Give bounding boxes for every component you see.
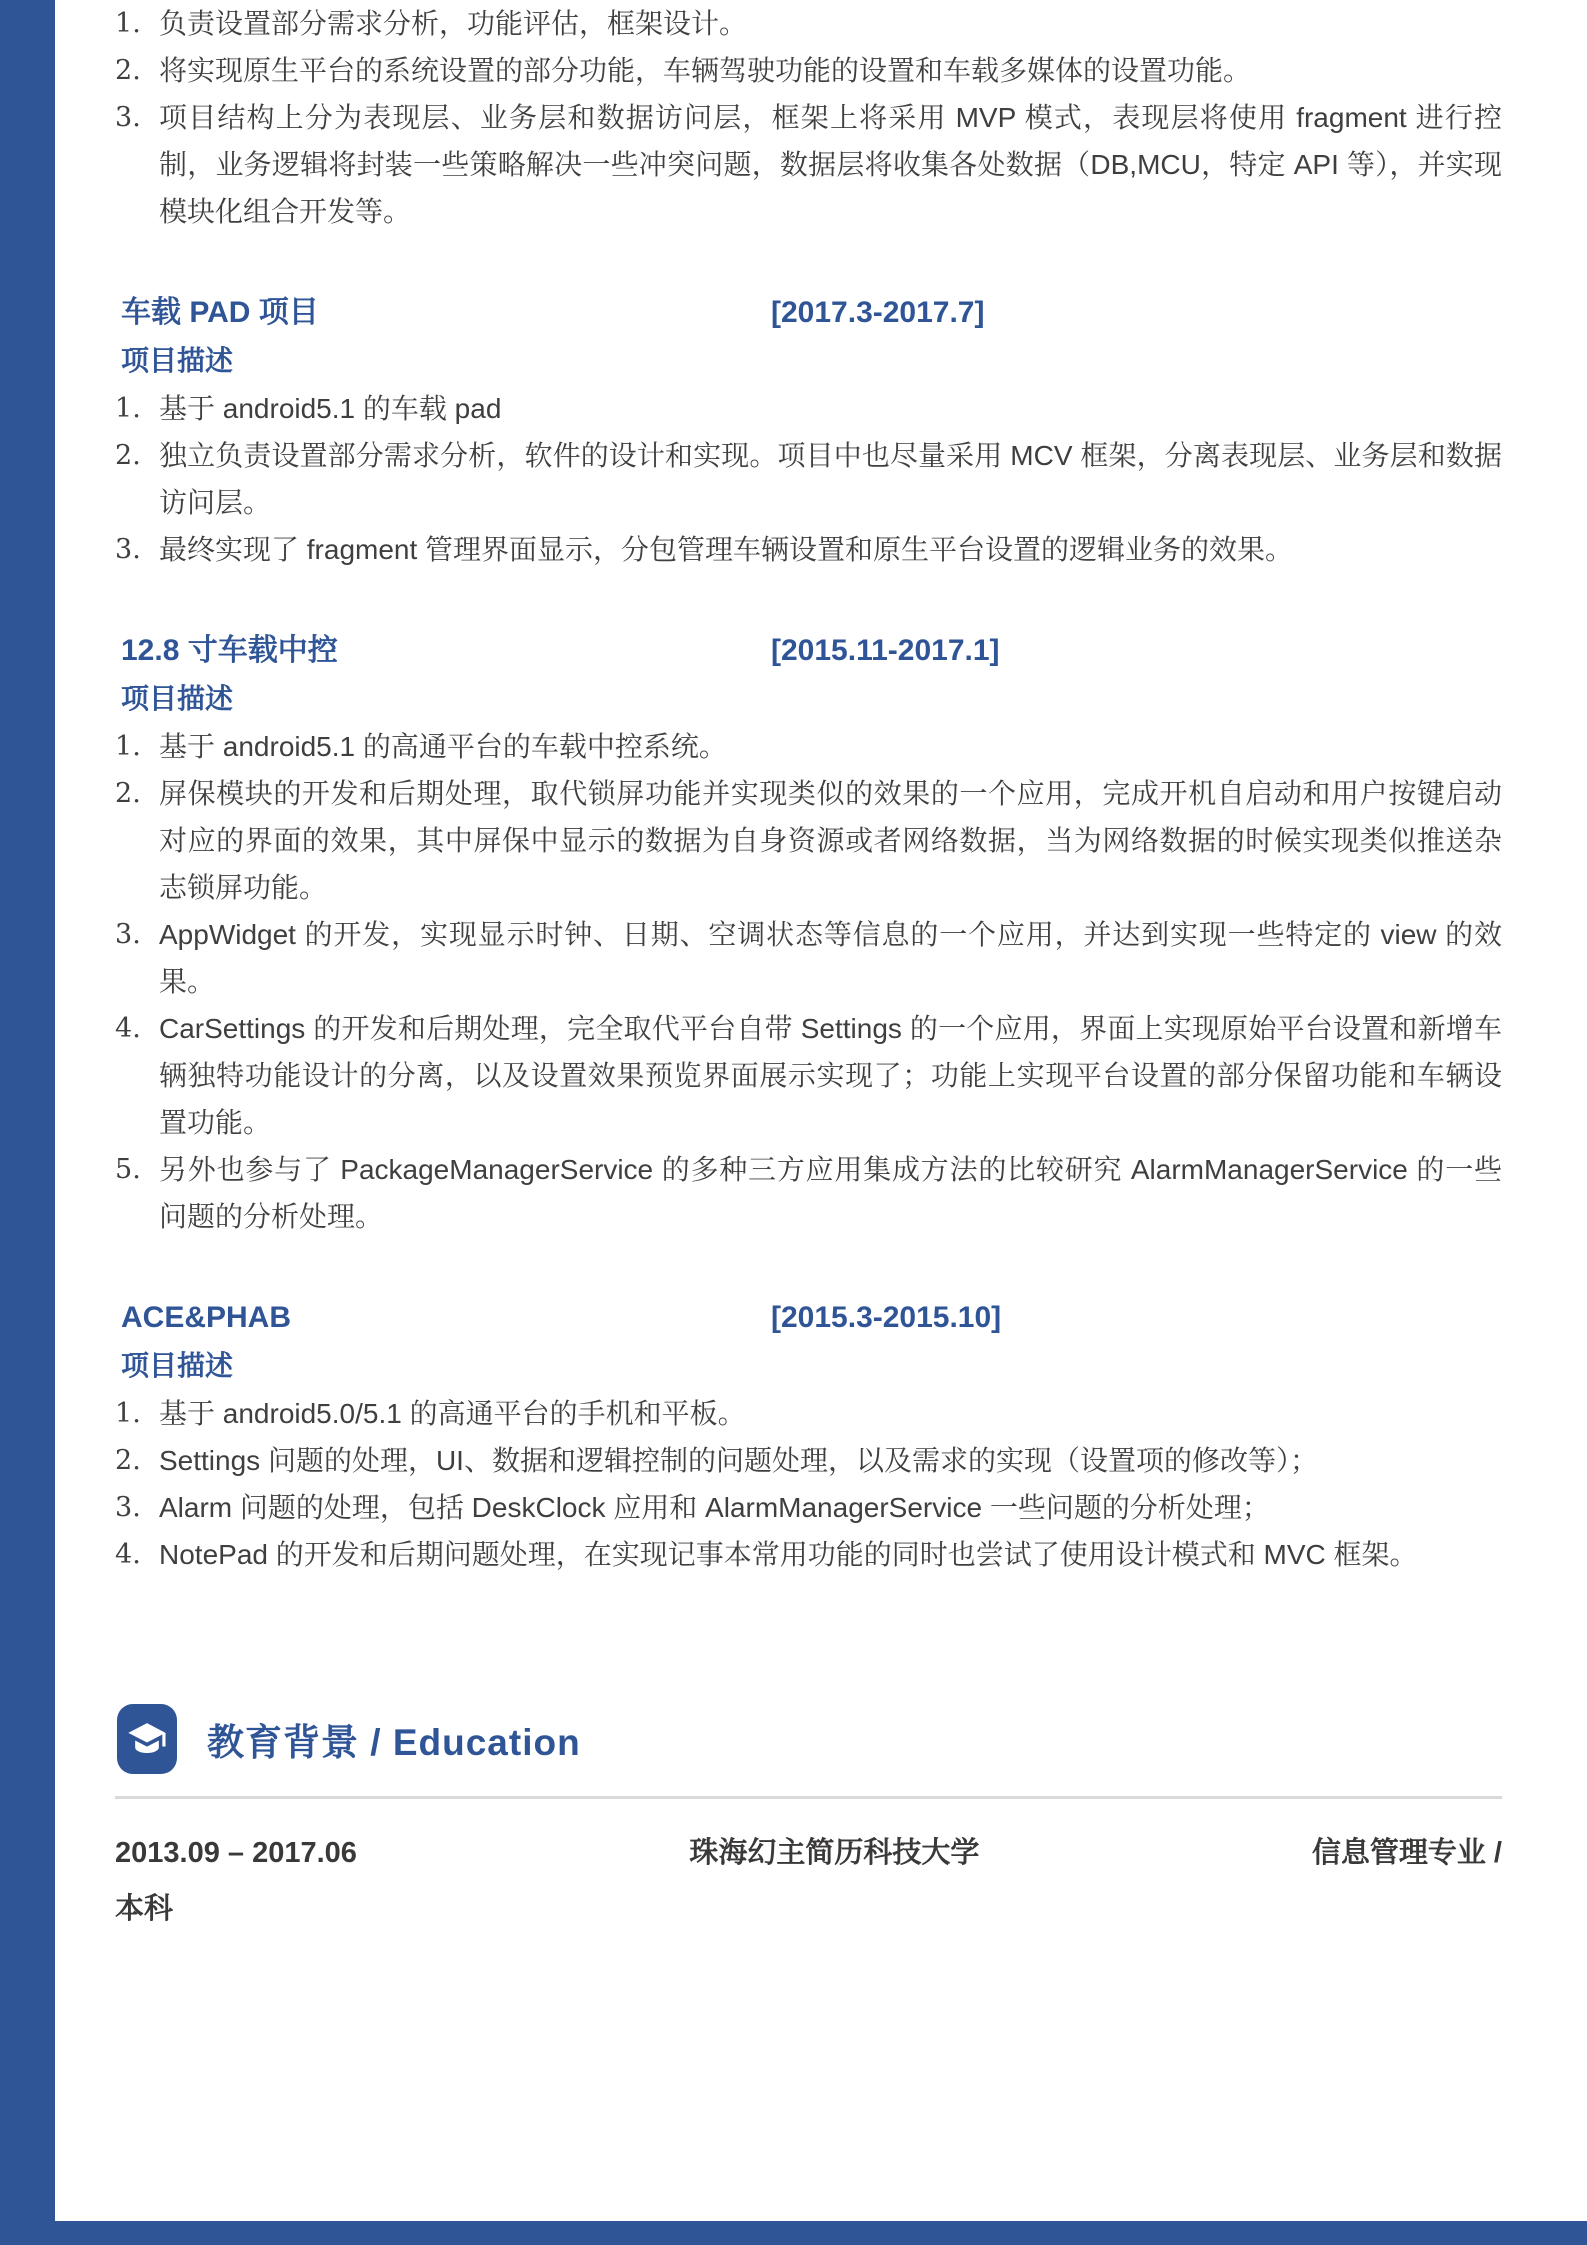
project-item: Settings 问题的处理，UI、数据和逻辑控制的问题处理，以及需求的实现（设置项的修改等）； — [159, 1445, 1318, 1476]
section-divider — [115, 1796, 1502, 1799]
project-item-list — [115, 385, 1502, 573]
education-major: 信息管理专业 / — [1311, 1837, 1502, 1869]
project-item: NotePad 的开发和后期问题处理，在实现记事本常用功能的同时也尝试了使用设计模式和 MVC 框架。 — [159, 1539, 1418, 1570]
intro-item: 负责设置部分需求分析，功能评估，框架设计。 — [159, 8, 748, 39]
project-section — [115, 291, 1502, 573]
education-period: 2013.09 – 2017.06 — [115, 1837, 357, 1869]
project-title: ACE&PHAB — [121, 1301, 292, 1334]
project-desc-label: 项目描述 — [121, 683, 234, 714]
intro-list — [115, 0, 1502, 235]
project-item-list — [115, 723, 1502, 1240]
left-accent-bar — [0, 0, 55, 2245]
education-row — [115, 1831, 1502, 1875]
project-item: 另外也参与了 PackageManagerService 的多种三方应用集成方法的比较研究 AlarmManagerService 的一些问题的分析处理。 — [159, 1154, 1502, 1232]
project-date: [2015.3-2015.10] — [771, 1301, 1002, 1334]
education-school: 珠海幻主简历科技大学 — [689, 1837, 980, 1869]
education-title: 教育背景 / Education — [207, 1722, 581, 1763]
project-section — [115, 1296, 1502, 1578]
project-header — [121, 1296, 1502, 1340]
education-section — [115, 1704, 1502, 1931]
projects — [115, 291, 1502, 1578]
project-item: 基于 android5.1 的高通平台的车载中控系统。 — [159, 731, 727, 762]
project-title: 12.8 寸车载中控 — [121, 634, 338, 667]
education-degree: 本科 — [115, 1893, 174, 1925]
education-header — [117, 1704, 1502, 1774]
project-desc-label: 项目描述 — [121, 1350, 234, 1381]
project-item: 屏保模块的开发和后期处理，取代锁屏功能并实现类似的效果的一个应用，完成开机自启动和用户按键启动对应的界面的效果，其中屏保中显示的数据为自身资源或者网络数据，当为网络数据的时候实现类似推送杂志锁屏功能。 — [159, 778, 1502, 903]
bottom-accent-bar — [0, 2221, 1587, 2245]
project-title: 车载 PAD 项目 — [121, 296, 319, 329]
project-item: 基于 android5.0/5.1 的高通平台的手机和平板。 — [159, 1398, 746, 1429]
project-date: [2015.11-2017.1] — [771, 634, 1000, 667]
project-item: AppWidget 的开发，实现显示时钟、日期、空调状态等信息的一个应用，并达到实现一些特定的 view 的效果。 — [159, 919, 1502, 997]
project-item: CarSettings 的开发和后期处理，完全取代平台自带 Settings 的一个应用，界面上实现原始平台设置和新增车辆独特功能设计的分离，以及设置效果预览界面展示实现了；功能上实现平台设置的部分保留功能和车辆设置功能。 — [159, 1013, 1502, 1138]
project-date: [2017.3-2017.7] — [771, 296, 985, 329]
project-header — [121, 291, 1502, 335]
graduation-cap-icon — [117, 1704, 177, 1774]
project-item-list — [115, 1390, 1502, 1578]
project-header — [121, 629, 1502, 673]
project-item: Alarm 问题的处理，包括 DeskClock 应用和 AlarmManagerService 一些问题的分析处理； — [159, 1492, 1270, 1523]
project-item: 基于 android5.1 的车载 pad — [159, 393, 502, 424]
intro-item: 将实现原生平台的系统设置的部分功能，车辆驾驶功能的设置和车载多媒体的设置功能。 — [159, 55, 1252, 86]
project-item: 最终实现了 fragment 管理界面显示，分包管理车辆设置和原生平台设置的逻辑业务的效果。 — [159, 534, 1294, 565]
resume-content — [115, 0, 1502, 1931]
project-section — [115, 629, 1502, 1240]
intro-item: 项目结构上分为表现层、业务层和数据访问层，框架上将采用 MVP 模式，表现层将使用 fragment 进行控制，业务逻辑将封装一些策略解决一些冲突问题，数据层将收集各处数据（DB,MCU，特定 API 等），并实现模块化组合开发等。 — [159, 102, 1502, 227]
project-item: 独立负责设置部分需求分析，软件的设计和实现。项目中也尽量采用 MCV 框架，分离表现层、业务层和数据访问层。 — [159, 440, 1502, 518]
project-desc-label: 项目描述 — [121, 345, 234, 376]
